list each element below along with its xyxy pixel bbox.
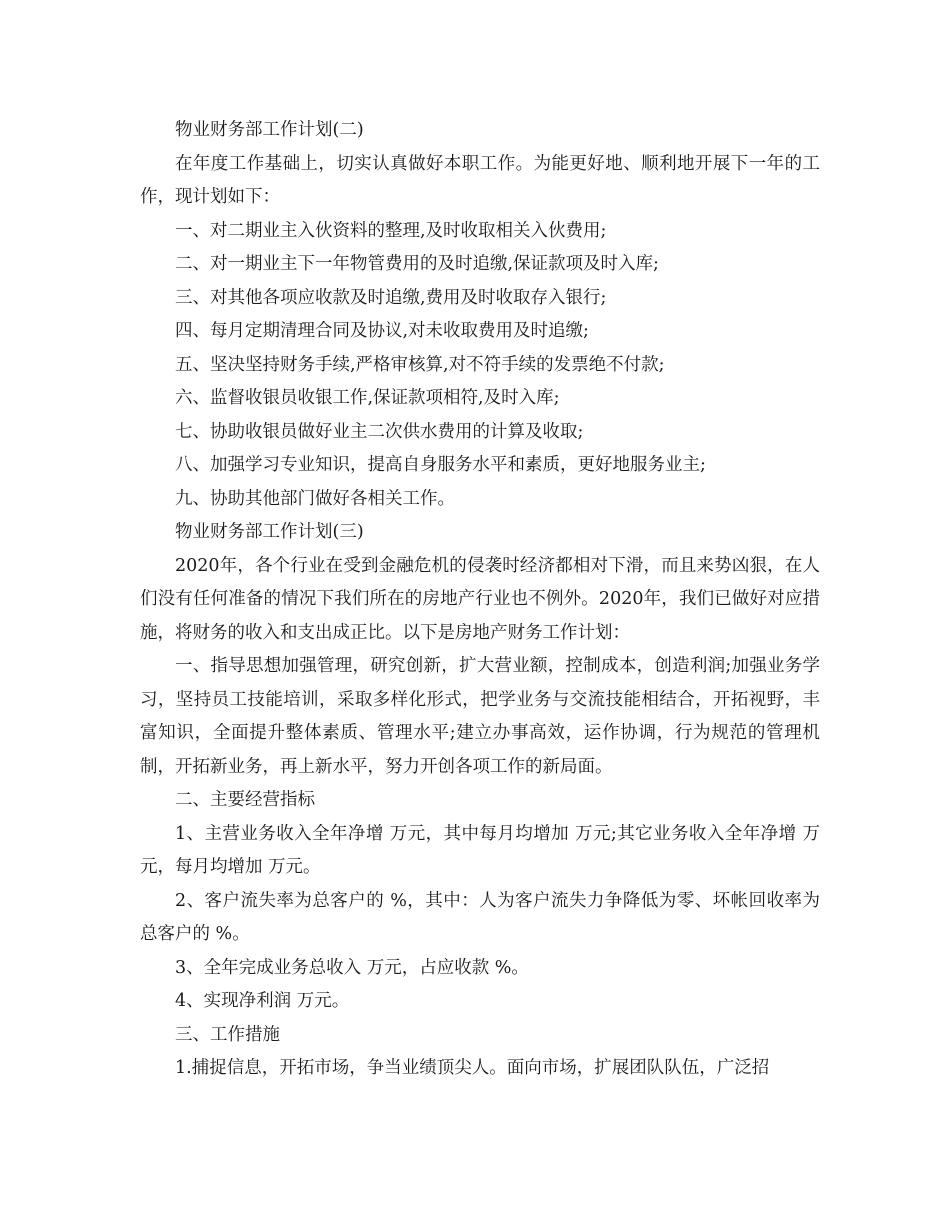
body-paragraph: 2020年，各个行业在受到金融危机的侵袭时经济都相对下滑，而且来势凶狠，在人们没有任何准备的情况下我们所在的房地产行业也不例外。2020年，我们已做好对应措施，将财务的收入和支出成正比。以下是房地产财务工作计划： xyxy=(140,555,820,643)
list-item: 九、协助其他部门做好各相关工作。 xyxy=(175,488,455,509)
list-item: 四、每月定期清理合同及协议,对未收取费用及时追缴; xyxy=(175,321,589,341)
list-item: 七、协助收银员做好业主二次供水费用的计算及收取; xyxy=(175,421,584,442)
section-heading-plan-3: 物业财务部工作计划(三) xyxy=(175,522,364,542)
document-body xyxy=(140,114,820,1086)
body-paragraph: 一、指导思想加强管理，研究创新，扩大营业额，控制成本，创造利润;加强业务学习，坚持员工技能培训，采取多样化形式，把学业务与交流技能相结合，开拓视野，丰富知识，全面提升整体素质、管理水平;建立办事高效，运作协调，行为规范的管理机制，开拓新业务，再上新水平，努力开创各项工作的新局面。 xyxy=(140,656,820,777)
list-item: 一、对二期业主入伙资料的整理,及时收取相关入伙费用; xyxy=(175,220,607,241)
body-paragraph: 4、实现净利润 万元。 xyxy=(175,991,350,1011)
list-item: 五、坚决坚持财务手续,严格审核算,对不符手续的发票绝不付款; xyxy=(175,354,665,375)
section-heading-plan-2: 物业财务部工作计划(二) xyxy=(175,120,364,140)
subheading: 三、工作措施 xyxy=(175,1024,280,1045)
list-item: 三、对其他各项应收款及时追缴,费用及时收取存入银行; xyxy=(175,287,607,308)
list-item: 六、监督收银员收银工作,保证款项相符,及时入库; xyxy=(175,388,560,408)
subheading: 二、主要经营指标 xyxy=(175,790,315,810)
body-paragraph: 1.捕捉信息，开拓市场，争当业绩顶尖人。面向市场，扩展团队队伍，广泛招 xyxy=(175,1058,770,1078)
list-item: 八、加强学习专业知识，提高自身服务水平和素质，更好地服务业主; xyxy=(175,455,706,475)
intro-paragraph: 在年度工作基础上，切实认真做好本职工作。为能更好地、顺利地开展下一年的工作，现计划如下： xyxy=(140,153,820,207)
body-paragraph: 2、客户流失率为总客户的 %，其中：人为客户流失力争降低为零、坏帐回收率为总客户的 %。 xyxy=(140,890,820,944)
body-paragraph: 1、主营业务收入全年净增 万元，其中每月均增加 万元;其它业务收入全年净增 万元，每月均增加 万元。 xyxy=(140,823,820,877)
body-paragraph: 3、全年完成业务总收入 万元，占应收款 %。 xyxy=(175,957,529,978)
list-item: 二、对一期业主下一年物管费用的及时追缴,保证款项及时入库; xyxy=(175,254,659,274)
